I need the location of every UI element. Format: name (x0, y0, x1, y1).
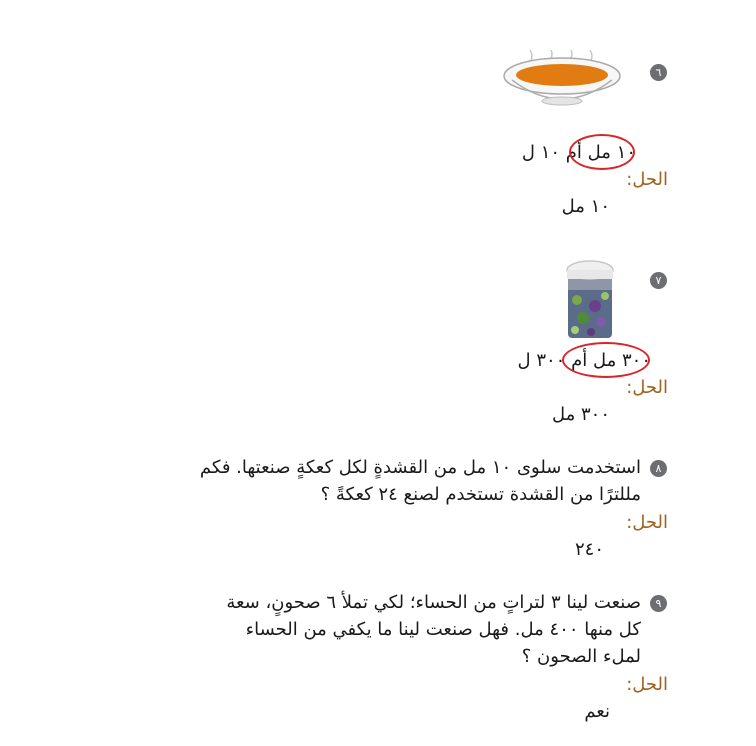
answer-text: ٢٤٠ (574, 539, 604, 560)
option-l: ١٠ ل (521, 142, 561, 163)
answer-text: نعم (584, 701, 610, 722)
question-number-badge: ٨ (650, 460, 667, 477)
q8-question (81, 454, 641, 508)
question-line: استخدمت سلوى ١٠ مل من القشدةٍ لكل كعكةٍ صنعتها. فكم (199, 457, 641, 478)
answer-circle (562, 342, 650, 378)
or-word: أم (565, 142, 582, 163)
option-ml: ٣٠٠ مل (592, 350, 651, 371)
option-l: ٣٠٠ ل (517, 350, 566, 371)
question-number-badge: ٦ (650, 64, 667, 81)
question-line: مللترًا من القشدة تستخدم لصنع ٢٤ كعكةً ؟ (320, 484, 641, 505)
question-number-badge: ٧ (650, 272, 667, 289)
soup-bowl-image (500, 50, 630, 110)
or-word: أم (571, 350, 588, 371)
solution-label: الحل: (626, 169, 668, 190)
question-line: كل منها ٤٠٠ مل. فهل صنعت لينا ما يكفي من الحساء (245, 619, 641, 640)
patterned-cup-image (565, 260, 615, 342)
option-ml: ١٠ مل (587, 142, 636, 163)
solution-label: الحل: (626, 674, 668, 695)
answer-text: ١٠ مل (561, 196, 610, 217)
answer-text: ٣٠٠ مل (551, 404, 610, 425)
answer-circle (569, 134, 635, 170)
solution-label: الحل: (626, 512, 668, 533)
question-line: صنعت لينا ٣ لتراتٍ من الحساء؛ لكي تملأ ٦ صحونٍ، سعة (226, 592, 641, 613)
solution-label: الحل: (626, 377, 668, 398)
question-line: لملء الصحون ؟ (521, 646, 641, 667)
question-number-badge: ٩ (650, 595, 667, 612)
q9-question (81, 589, 641, 670)
